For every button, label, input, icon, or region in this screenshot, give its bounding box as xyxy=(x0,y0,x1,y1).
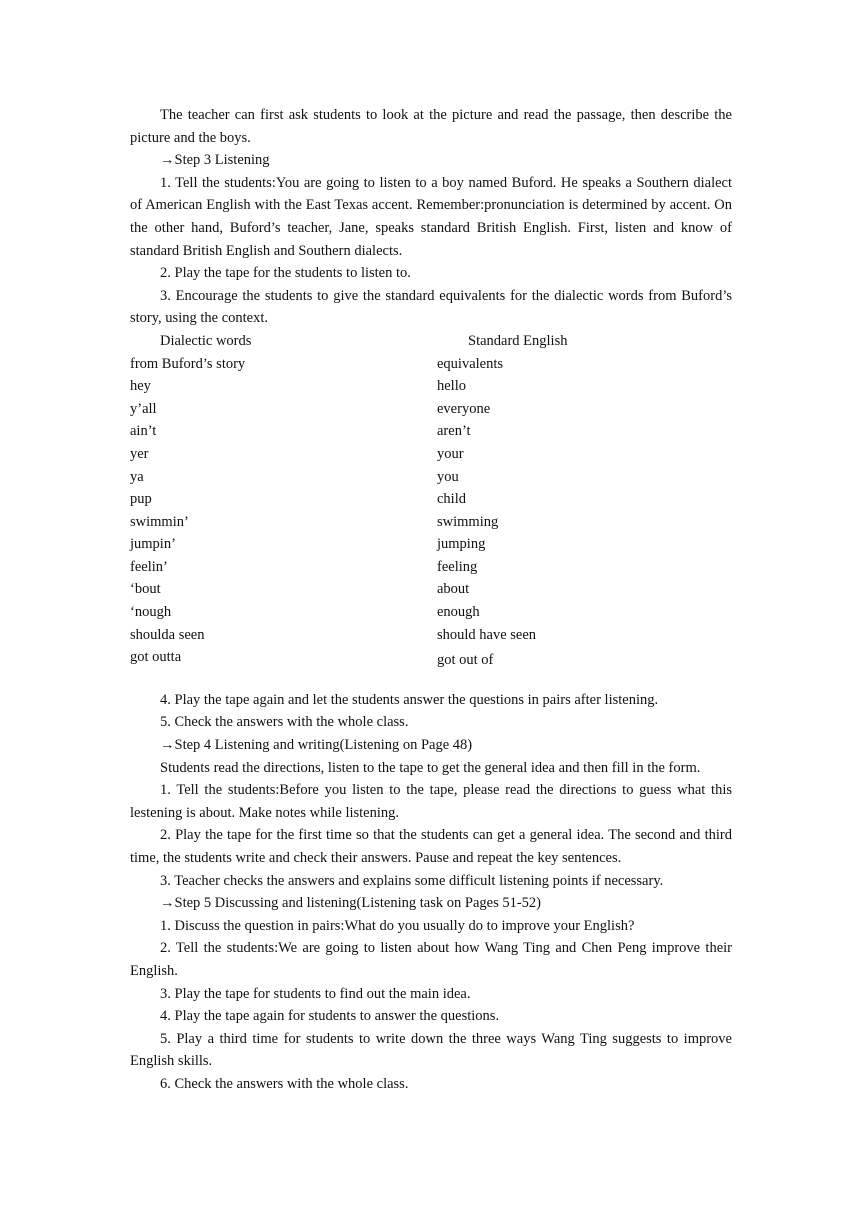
table-row xyxy=(130,375,732,398)
table-row xyxy=(130,511,732,534)
standard-word: swimming xyxy=(437,513,499,530)
step3-item-5: 5. Check the answers with the whole class. xyxy=(160,714,409,731)
table-row xyxy=(130,398,732,421)
standard-word: feeling xyxy=(437,558,478,575)
table-row xyxy=(130,420,732,443)
dialect-word: ya xyxy=(130,468,144,485)
subheader-left: from Buford’s story xyxy=(130,355,246,372)
dialect-word: ‘nough xyxy=(130,604,172,621)
standard-word: everyone xyxy=(437,400,491,417)
step4-item-1: 1. Tell the students:Before you listen to the tape, please read the directions to guess what this lestening is about. Make notes while listening. xyxy=(130,782,732,821)
dialect-word: shoulda seen xyxy=(130,626,205,643)
table-row xyxy=(130,556,732,579)
dialect-word: feelin’ xyxy=(130,558,168,575)
header-standard-english: Standard English xyxy=(468,332,568,349)
table-row xyxy=(130,578,732,601)
step4-heading: →Step 4 Listening and writing(Listening on Page 48) xyxy=(160,737,473,754)
standard-word: hello xyxy=(437,378,466,395)
table-subheader-row xyxy=(130,353,732,376)
dialect-word: pup xyxy=(130,491,152,508)
header-dialectic-words: Dialectic words xyxy=(160,332,252,349)
standard-word: enough xyxy=(437,604,480,621)
standard-word: should have seen xyxy=(437,626,537,643)
table-row xyxy=(130,466,732,489)
step5-item-2: 2. Tell the students:We are going to listen about how Wang Ting and Chen Peng improve their English. xyxy=(130,940,732,979)
table-header-row xyxy=(130,330,732,353)
standard-word: child xyxy=(437,491,466,508)
standard-word: your xyxy=(437,445,464,462)
step3-item-4: 4. Play the tape again and let the students answer the questions in pairs after listening. xyxy=(160,691,659,708)
step3-item-3: 3. Encourage the students to give the standard equivalents for the dialectic words from Buford’s story, using the context. xyxy=(130,287,732,327)
table-row xyxy=(130,533,732,556)
step5-heading: →Step 5 Discussing and listening(Listening task on Pages 51-52) xyxy=(160,895,541,912)
standard-word: aren’t xyxy=(437,423,471,440)
table-row xyxy=(130,624,732,647)
subheader-right: equivalents xyxy=(437,355,504,372)
step3-heading: →Step 3 Listening xyxy=(160,152,270,169)
standard-word: got out of xyxy=(437,652,494,669)
dialect-word: got outta xyxy=(130,649,182,666)
step4-item-3: 3. Teacher checks the answers and explains some difficult listening points if necessary. xyxy=(160,872,664,889)
step5-item-1: 1. Discuss the question in pairs:What do you usually do to improve your English? xyxy=(160,917,635,934)
step5-item-5: 5. Play a third time for students to write down the three ways Wang Ting suggests to improve English skills. xyxy=(130,1030,732,1070)
table-row xyxy=(130,646,732,669)
dialect-word: ain’t xyxy=(130,423,157,440)
step5-item-3: 3. Play the tape for students to find out the main idea. xyxy=(160,985,471,1002)
step4-item-2: 2. Play the tape for the first time so that the students can get a general idea. The second and third time, the students write and check their answers. Pause and repeat the key sentences. xyxy=(130,827,732,866)
step5-item-4: 4. Play the tape again for students to answer the questions. xyxy=(160,1008,500,1025)
document-page xyxy=(130,104,732,1096)
dialect-word: jumpin’ xyxy=(130,536,176,553)
standard-word: you xyxy=(437,468,459,485)
dialect-word: y’all xyxy=(130,400,157,417)
standard-word: about xyxy=(437,581,470,598)
dialect-word: hey xyxy=(130,378,151,395)
standard-word: jumping xyxy=(437,536,486,553)
step5-item-6: 6. Check the answers with the whole class. xyxy=(160,1075,409,1092)
dialect-table xyxy=(130,330,732,669)
dialect-word: swimmin’ xyxy=(130,513,189,530)
dialect-word: ‘bout xyxy=(130,581,161,598)
step3-item-2: 2. Play the tape for the students to listen to. xyxy=(160,265,411,282)
table-row xyxy=(130,488,732,511)
table-row xyxy=(130,443,732,466)
table-row xyxy=(130,601,732,624)
dialect-word: yer xyxy=(130,445,149,462)
step3-item-1: 1. Tell the students:You are going to listen to a boy named Buford. He speaks a Southern dialect of American English with the East Texas accent. Remember:pronunciation is determined by accent. On the other hand, Buford’s teacher, Jane, speaks standard British English. First, listen and know of standard British English and Southern dialects. xyxy=(130,174,732,259)
step4-intro: Students read the directions, listen to the tape to get the general idea and then fill in the form. xyxy=(160,759,701,776)
intro-paragraph: The teacher can first ask students to look at the picture and read the passage, then describe the picture and the boys. xyxy=(130,107,732,146)
